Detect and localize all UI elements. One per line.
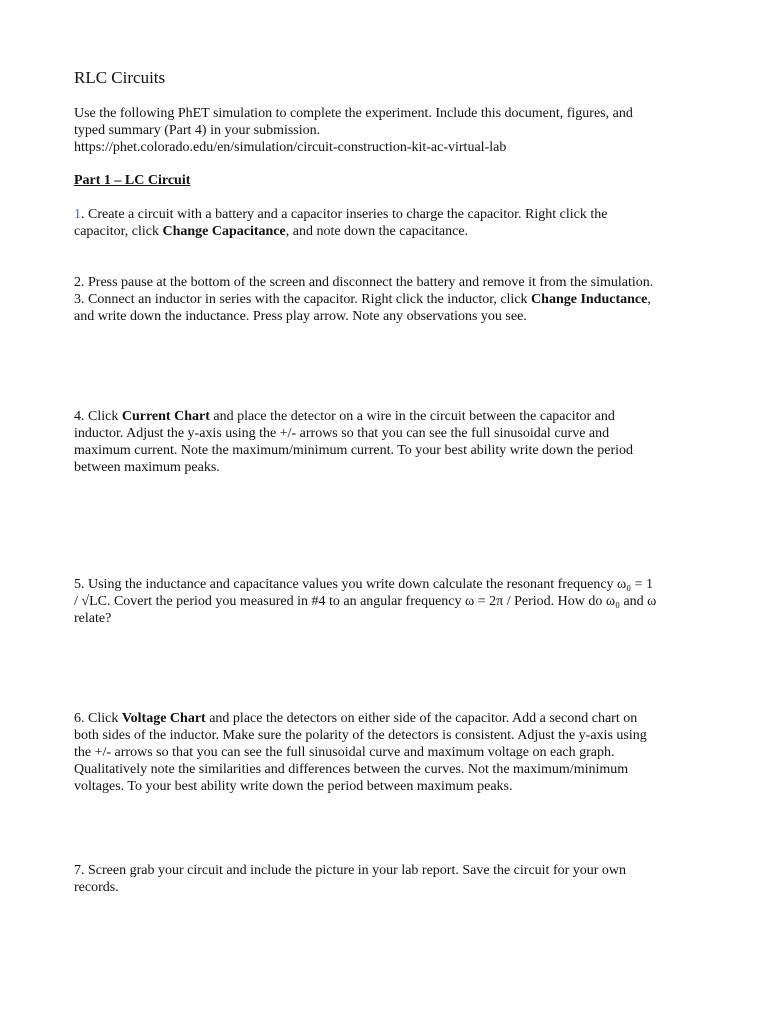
step-5-line: 5. Using the inductance and capacitance values you write down calculate the resonant frequency ω₀ = 1 bbox=[74, 577, 654, 592]
step-6-line: the +/- arrows so that you can see the full sinusoidal curve and maximum voltage on each graph. bbox=[74, 745, 615, 760]
step-6-line: voltages. To your best ability write down the period between maximum peaks. bbox=[74, 779, 513, 794]
step-6-text: 6. Click bbox=[74, 711, 122, 726]
intro-line: Use the following PhET simulation to complete the experiment. Include this document, figures, and bbox=[74, 106, 633, 121]
document-title: RLC Circuits bbox=[74, 68, 166, 87]
step-6 bbox=[74, 710, 724, 795]
step-4-text: 4. Click bbox=[74, 409, 122, 424]
step-3-line bbox=[74, 291, 724, 308]
step-6-line: Qualitatively note the similarities and differences between the curves. Not the maximum/minimum bbox=[74, 762, 629, 777]
step-3-text: 3. Connect an inductor in series with the capacitor. Right click the inductor, click bbox=[74, 292, 532, 307]
step-5 bbox=[74, 576, 724, 627]
step-5-line: / √LC. Covert the period you measured in #4 to an angular frequency ω = 2π / Period. How do ω₀ and ω bbox=[74, 594, 657, 609]
current-chart-label: Current Chart bbox=[121, 409, 210, 424]
step-3-text: , bbox=[647, 292, 651, 307]
step-4-line bbox=[74, 408, 724, 425]
step-1 bbox=[74, 206, 724, 240]
step-1-number: 1 bbox=[74, 207, 81, 222]
step-6-line bbox=[74, 710, 724, 727]
change-capacitance-label: Change Capacitance bbox=[162, 224, 286, 239]
step-4-line: maximum current. Note the maximum/minimum current. To your best ability write down the period bbox=[74, 443, 634, 458]
step-5-line: relate? bbox=[74, 611, 112, 626]
intro-paragraph bbox=[74, 105, 724, 156]
step-7-line: records. bbox=[74, 880, 119, 895]
step-3-line: and write down the inductance. Press play arrow. Note any observations you see. bbox=[74, 309, 527, 324]
step-7 bbox=[74, 862, 724, 896]
step-2-line: 2. Press pause at the bottom of the screen and disconnect the battery and remove it from the simulation. bbox=[74, 275, 654, 290]
step-2-3 bbox=[74, 274, 724, 325]
voltage-chart-label: Voltage Chart bbox=[121, 711, 206, 726]
step-1-text: , and note down the capacitance. bbox=[285, 224, 469, 239]
simulation-link[interactable]: https://phet.colorado.edu/en/simulation/circuit-construction-kit-ac-virtual-lab bbox=[74, 140, 507, 155]
part1-heading: Part 1 – LC Circuit bbox=[74, 173, 191, 188]
step-1-line bbox=[74, 206, 724, 223]
step-1-text: . Create a circuit with a battery and a capacitor inseries to charge the capacitor. Right click the bbox=[81, 207, 608, 222]
step-7-line: 7. Screen grab your circuit and include the picture in your lab report. Save the circuit for your own bbox=[74, 863, 627, 878]
step-6-line: both sides of the inductor. Make sure the polarity of the detectors is consistent. Adjust the y-axis using bbox=[74, 728, 647, 743]
change-inductance-label: Change Inductance bbox=[531, 292, 648, 307]
step-1-text: capacitor, click bbox=[74, 224, 163, 239]
step-4-text: and place the detector on a wire in the circuit between the capacitor and bbox=[209, 409, 615, 424]
step-1-line bbox=[74, 223, 724, 240]
intro-line: typed summary (Part 4) in your submission. bbox=[74, 123, 321, 138]
step-4 bbox=[74, 408, 724, 476]
step-6-text: and place the detectors on either side of the capacitor. Add a second chart on bbox=[205, 711, 638, 726]
step-4-line: inductor. Adjust the y-axis using the +/- arrows so that you can see the full sinusoidal curve and bbox=[74, 426, 610, 441]
step-4-line: between maximum peaks. bbox=[74, 460, 220, 475]
